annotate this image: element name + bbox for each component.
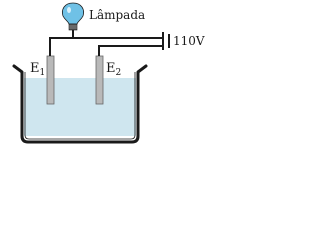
power-source-terminal: [163, 32, 169, 50]
electrode-1: [47, 56, 54, 104]
wire-source-to-electrode-2: [99, 46, 163, 56]
electrolysis-circuit-diagram: [0, 0, 218, 152]
wire-lamp-to-electrode-1: [50, 30, 73, 56]
beaker: [14, 66, 146, 142]
lamp-label: Lâmpada: [89, 8, 146, 22]
electrode-2-label: [106, 61, 121, 78]
electrode-1-letter: E: [30, 61, 40, 76]
electrode-1-label: [30, 61, 45, 78]
solution: [24, 78, 136, 136]
electrode-2-subscript: 2: [115, 68, 122, 78]
voltage-label: 110V: [173, 34, 205, 48]
electrode-1-subscript: 1: [39, 68, 46, 78]
electrode-2-letter: E: [106, 61, 116, 76]
lamp-icon: [62, 3, 83, 30]
electrode-2: [96, 56, 103, 104]
